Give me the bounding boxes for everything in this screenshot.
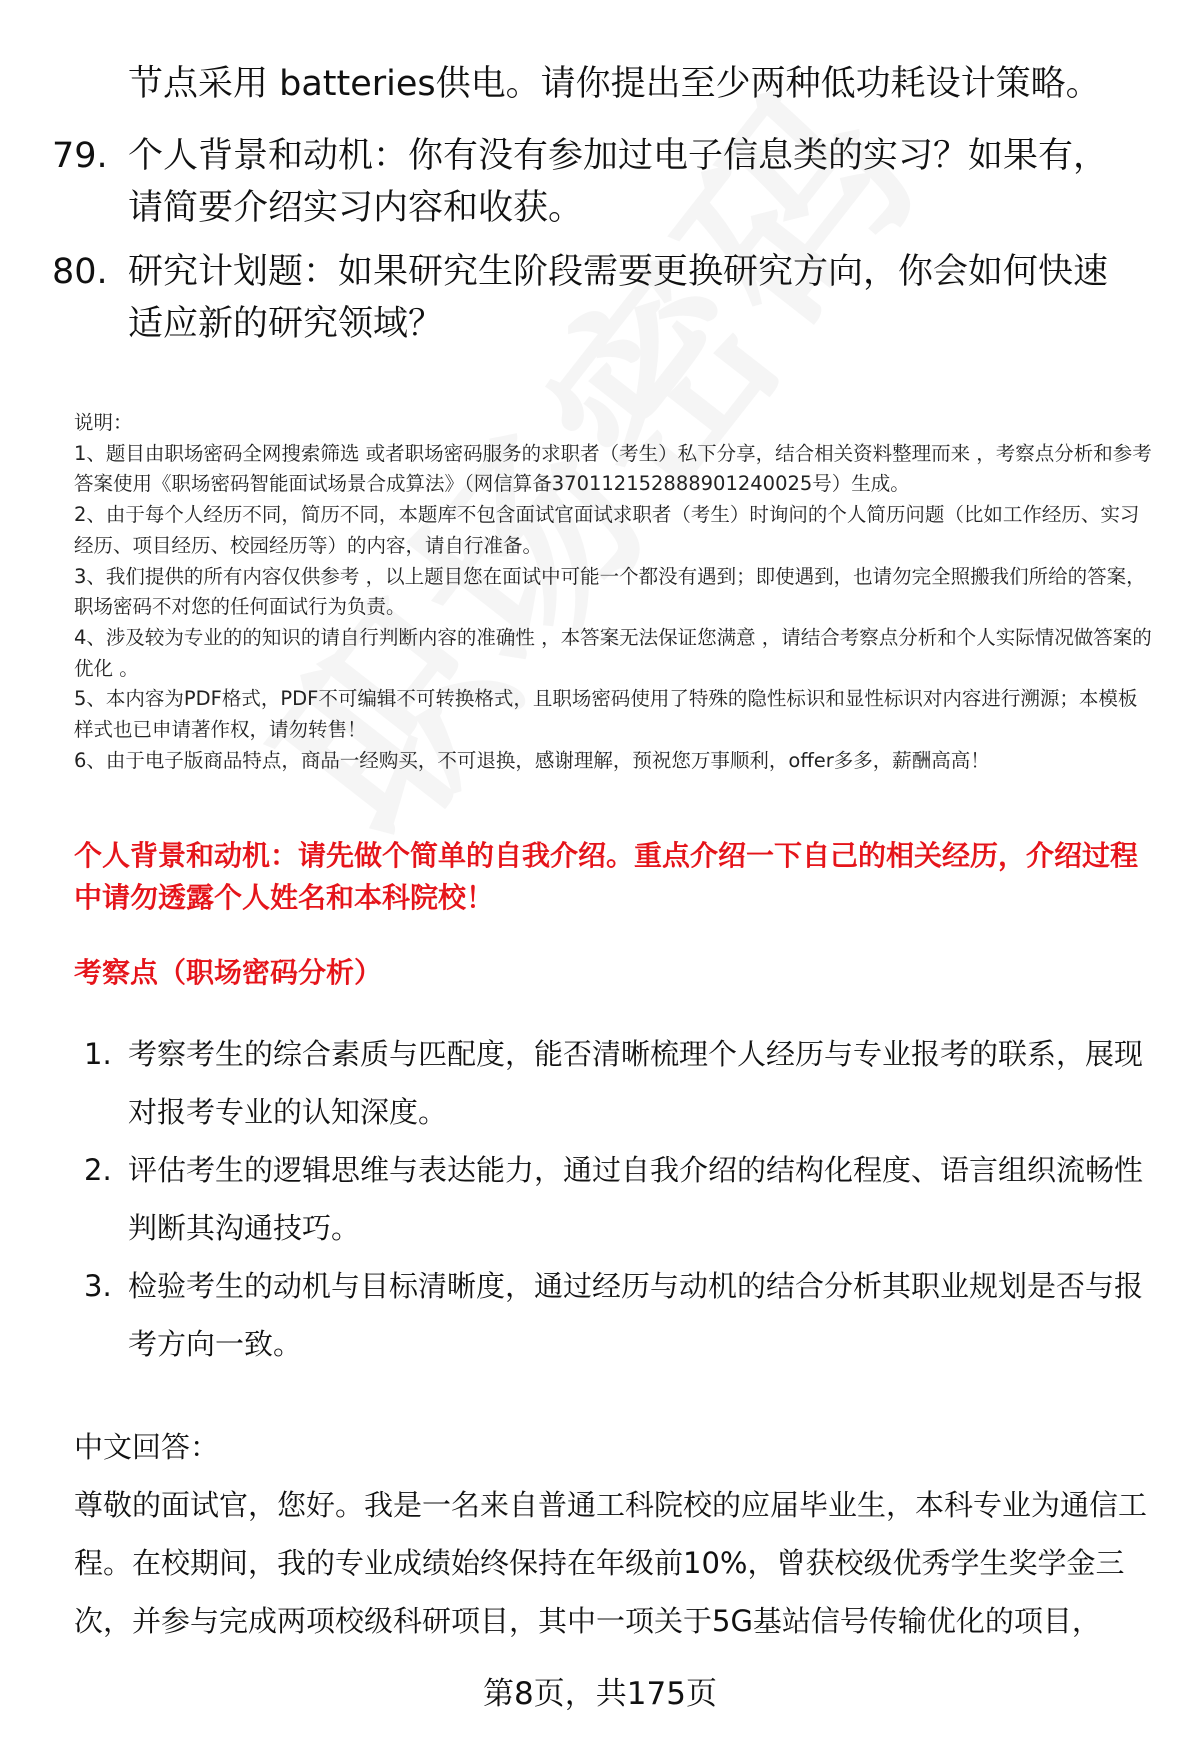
note-item: 2、由于每个人经历不同，简历不同，本题库不包含面试官面试求职者（考生）时询问的个人简历问题（比如工作经历、实习经历、项目经历、校园经历等）的内容，请自行准备。 bbox=[74, 503, 1140, 557]
question-number: 79. bbox=[52, 136, 108, 176]
note-item: 5、本内容为PDF格式，PDF不可编辑不可转换格式，且职场密码使用了特殊的隐性标识和显性标识对内容进行溯源；本模板样式也已申请著作权，请勿转售！ bbox=[74, 687, 1138, 742]
question-text: 个人背景和动机：你有没有参加过电子信息类的实习？如果有，请简要介绍实习内容和收获。 bbox=[128, 136, 1109, 228]
page-footer: 第8页，共175页 bbox=[483, 1676, 717, 1712]
point-text: 考察考生的综合素质与匹配度，能否清晰梳理个人经历与专业报考的联系，展现对报考专业的认知深度。 bbox=[128, 1037, 1144, 1129]
analysis-heading: 考察点（职场密码分析） bbox=[74, 956, 383, 989]
point-text: 检验考生的动机与目标清晰度，通过经历与动机的结合分析其职业规划是否与报考方向一致。 bbox=[128, 1269, 1144, 1361]
point-text: 评估考生的逻辑思维与表达能力，通过自我介绍的结构化程度、语言组织流畅性判断其沟通技巧。 bbox=[128, 1153, 1144, 1245]
answer-heading: 中文回答： bbox=[74, 1430, 220, 1464]
point-number: 1. bbox=[84, 1037, 112, 1071]
note-item: 4、涉及较为专业的的知识的请自行判断内容的准确性 ，本答案无法保证您满意 ，请结合考察点分析和个人实际情况做答案的优化 。 bbox=[74, 625, 1152, 680]
analysis-point bbox=[84, 1025, 1164, 1141]
note-item: 1、题目由职场密码全网搜索筛选 或者职场密码服务的求职者（考生）私下分享，结合相关资料整理而来 ，考察点分析和参考答案使用《职场密码智能面试场景合成算法》（网信算备370112152888901240025号）生成。 bbox=[74, 441, 1152, 496]
note-item: 6、由于电子版商品特点，商品一经购买，不可退换，感谢理解，预祝您万事顺利，offer多多，薪酬高高！ bbox=[74, 748, 990, 772]
question-continuation: 节点采用 batteries供电。请你提出至少两种低功耗设计策略。 bbox=[128, 64, 1101, 104]
analysis-point bbox=[84, 1257, 1164, 1373]
question-text: 研究计划题：如果研究生阶段需要更换研究方向，你会如何快速适应新的研究领域？ bbox=[128, 252, 1109, 344]
point-number: 3. bbox=[84, 1269, 112, 1303]
note-item: 3、我们提供的所有内容仅供参考 ，以上题目您在面试中可能一个都没有遇到；即使遇到，也请勿完全照搬我们所给的答案，职场密码不对您的任何面试行为负责。 bbox=[74, 564, 1146, 619]
current-question: 个人背景和动机：请先做个简单的自我介绍。重点介绍一下自己的相关经历，介绍过程中请勿透露个人姓名和本科院校！ bbox=[74, 839, 1139, 914]
answer-text: 尊敬的面试官，您好。我是一名来自普通工科院校的应届毕业生，本科专业为通信工程。在校期间，我的专业成绩始终保持在年级前10%，曾获校级优秀学生奖学金三次，并参与完成两项校级科研项目，其中一项关于5G基站信号传输优化的项目， bbox=[74, 1488, 1148, 1638]
analysis-point bbox=[84, 1141, 1164, 1257]
notes-section bbox=[74, 408, 1154, 776]
point-number: 2. bbox=[84, 1153, 112, 1187]
analysis-points bbox=[84, 1025, 1164, 1373]
notes-title: 说明： bbox=[74, 411, 133, 434]
question-number: 80. bbox=[52, 252, 108, 292]
